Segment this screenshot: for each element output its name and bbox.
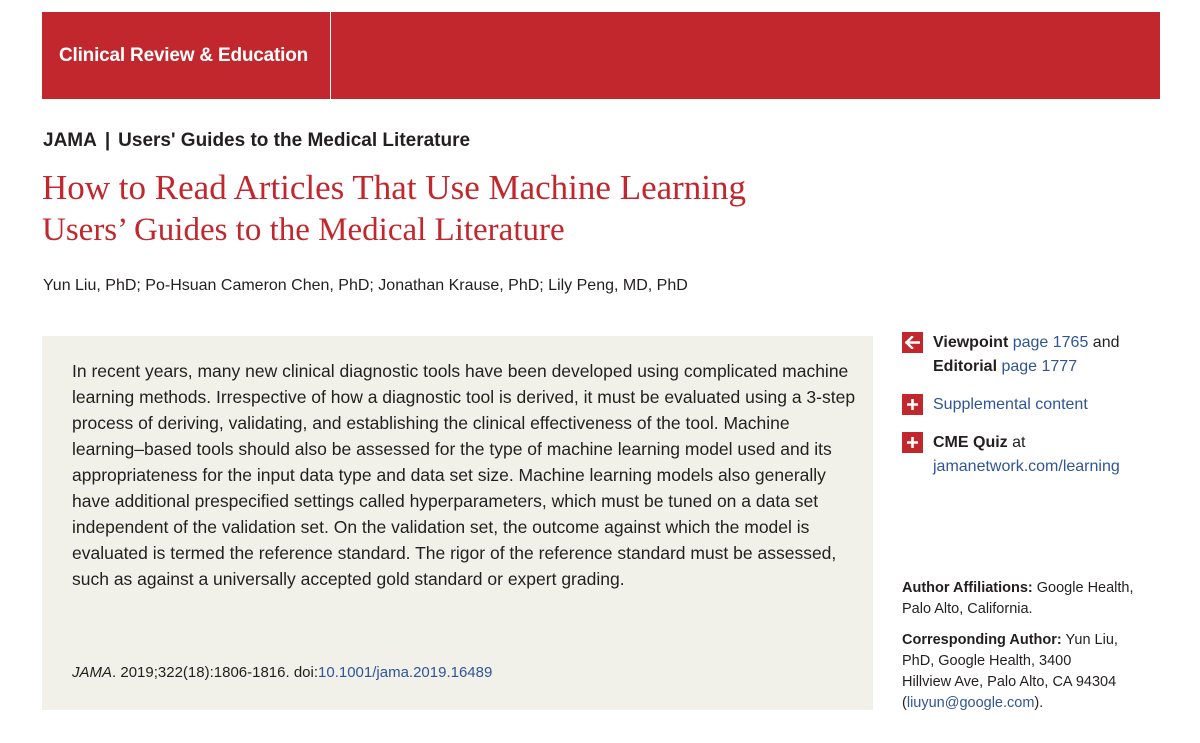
corresponding-end: ). bbox=[1034, 695, 1044, 711]
series-header bbox=[43, 130, 470, 152]
citation bbox=[72, 664, 492, 681]
citation-journal: JAMA bbox=[72, 664, 113, 681]
affiliations-text: Google Health, Palo Alto, California. bbox=[902, 580, 1134, 617]
section-tab[interactable] bbox=[42, 12, 331, 99]
section-label: Clinical Review & Education bbox=[59, 44, 309, 66]
article-subtitle: Users’ Guides to the Medical Literature bbox=[42, 212, 565, 248]
doi-link[interactable]: 10.1001/jama.2019.16489 bbox=[318, 664, 493, 681]
affiliations-label: Author Affiliations: bbox=[902, 580, 1033, 596]
supplemental-link[interactable]: Supplemental content bbox=[933, 396, 1088, 413]
corresponding-author bbox=[902, 630, 1122, 714]
related-articles bbox=[902, 331, 1120, 379]
article-title: How to Read Articles That Use Machine Learning bbox=[42, 168, 747, 207]
author-affiliations bbox=[902, 578, 1162, 620]
citation-details: . 2019;322(18):1806-1816. doi: bbox=[112, 664, 319, 681]
arrow-left-icon bbox=[902, 332, 923, 353]
plus-icon bbox=[902, 432, 923, 453]
viewpoint-page-link[interactable]: page 1765 bbox=[1012, 334, 1089, 351]
cme-label: CME Quiz bbox=[933, 434, 1008, 451]
author-list: Yun Liu, PhD; Po-Hsuan Cameron Chen, PhD; Jonathan Krause, PhD; Lily Peng, MD, PhD bbox=[43, 277, 688, 294]
editorial-page-link[interactable]: page 1777 bbox=[1001, 358, 1078, 375]
section-banner bbox=[42, 12, 1160, 99]
cme-item bbox=[902, 431, 1120, 479]
abstract-text: In recent years, many new clinical diagnostic tools have been developed using complicated machine learning methods. Irrespective of how a diagnostic tool is derived, it must be evaluated using a 3-step process of deriving, validating, and establishing the clinical effectiveness of the tool. Machine learning–based tools should also be assessed for the type of machine learning model used and its appropriateness for the input data type and data set size. Machine learning models also generally have additional prespecified settings called hyperparameters, which must be tuned on a data set independent of the validation set. On the validation set, the outcome against which the model is evaluated is termed the reference standard. The rigor of the reference standard must be assessed, such as against a universally accepted gold standard or expert grading. bbox=[72, 361, 856, 589]
viewpoint-label: Viewpoint bbox=[933, 334, 1009, 351]
supplemental-item[interactable] bbox=[902, 393, 1088, 417]
corresponding-text: Yun Liu, PhD, Google Health, 3400 Hillview Ave, Palo Alto, CA 94304 ( bbox=[902, 632, 1118, 711]
series-separator: | bbox=[104, 130, 111, 151]
and-text: and bbox=[1088, 334, 1120, 351]
series-name: Users' Guides to the Medical Literature bbox=[118, 130, 471, 151]
journal-name: JAMA bbox=[43, 130, 97, 151]
email-link[interactable]: liuyun@google.com bbox=[906, 695, 1035, 711]
plus-icon bbox=[902, 394, 923, 415]
cme-link[interactable]: jamanetwork.com/learning bbox=[933, 458, 1120, 475]
editorial-label: Editorial bbox=[933, 358, 998, 375]
abstract-box bbox=[42, 336, 873, 710]
cme-at: at bbox=[1007, 434, 1026, 451]
corresponding-label: Corresponding Author: bbox=[902, 632, 1062, 648]
